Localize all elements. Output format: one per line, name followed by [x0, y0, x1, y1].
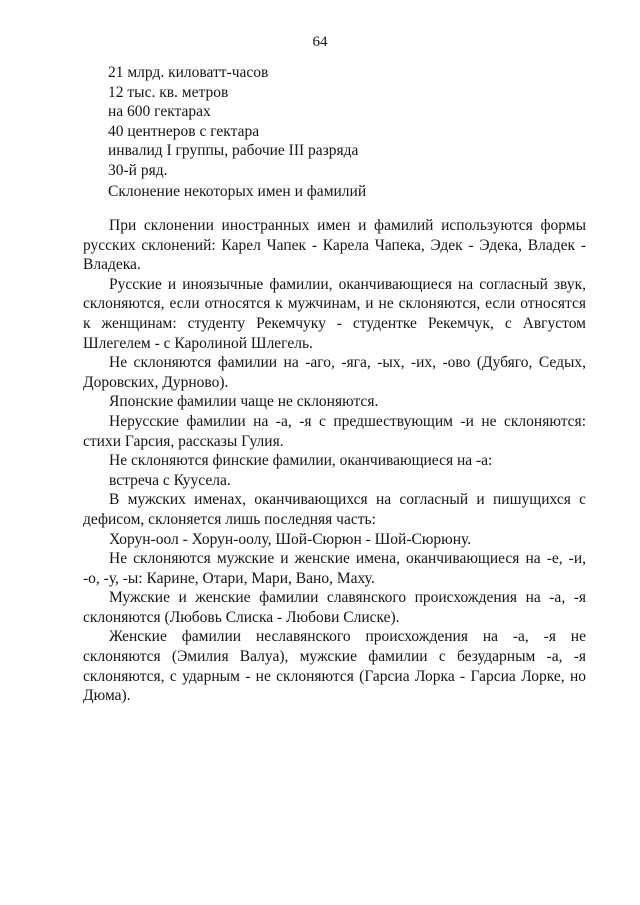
unit-example: 12 тыс. кв. метров [108, 83, 229, 101]
unit-example: 40 центнеров с гектара [108, 122, 260, 140]
paragraph: Не склоняются финские фамилии, оканчивающиеся на -а: [109, 452, 493, 470]
paragraph: Не склоняются мужские и женские имена, оканчивающиеся на -е, -и, -о, -у, -ы: Карине, Отари, Мари, Вано, Маху. [83, 550, 586, 587]
paragraph: Нерусские фамилии на -а, -я с предшествующим -и не склоняются: стихи Гарсия, рассказы Гулия. [83, 412, 586, 450]
paragraph: При склонении иностранных имен и фамилий используются формы русских склонений: Карел Чапек - Карела Чапека, Эдек - Эдека, Владек - Владека. [83, 217, 586, 274]
page-number: 64 [312, 34, 328, 50]
paragraph: Хорун-оол - Хорун-оолу, Шой-Сюрюн - Шой-Сюрюну. [109, 530, 472, 548]
unit-example: инвалид I группы, рабочие III разряда [108, 142, 359, 160]
paragraph: Японские фамилии чаще не склоняются. [109, 393, 379, 411]
unit-examples-list [108, 63, 358, 181]
unit-example: на 600 гектарах [108, 103, 211, 121]
paragraph: встреча с Куусела. [109, 471, 231, 489]
paragraph: В мужских именах, оканчивающихся на согласный и пишущихся с дефисом, склоняется лишь последняя часть: [83, 491, 586, 528]
paragraph: Мужские и женские фамилии славянского происхождения на -а, -я склоняются (Любовь Слиска - Любови Слиске). [83, 589, 586, 626]
unit-example: 30-й ряд. [108, 161, 168, 179]
paragraph: Женские фамилии неславянского происхождения на -а, -я не склоняются (Эмилия Валуа), мужские фамилии с безударным -а, -я склоняются, с ударным - не склоняются (Гарсиа Лорка - Гарсиа Лорке, но Дюма). [83, 628, 586, 705]
section-heading: Склонение некоторых имен и фамилий [108, 183, 367, 200]
unit-example: 21 млрд. киловатт-часов [108, 64, 269, 81]
paragraph: Русские и иноязычные фамилии, оканчивающиеся на согласный звук, склоняются, если относятся к мужчинам, и не склоняются, если относятся к женщинам: студенту Рекемчуку - студентке Рекемчук, с Августом Шлегелем - с Каролиной Шлегель. [83, 275, 586, 352]
section-body [83, 216, 586, 706]
paragraph: Не склоняются фамилии на -аго, -яга, -ых, -их, -ово (Дубяго, Седых, Доровских, Дурново). [83, 354, 586, 391]
